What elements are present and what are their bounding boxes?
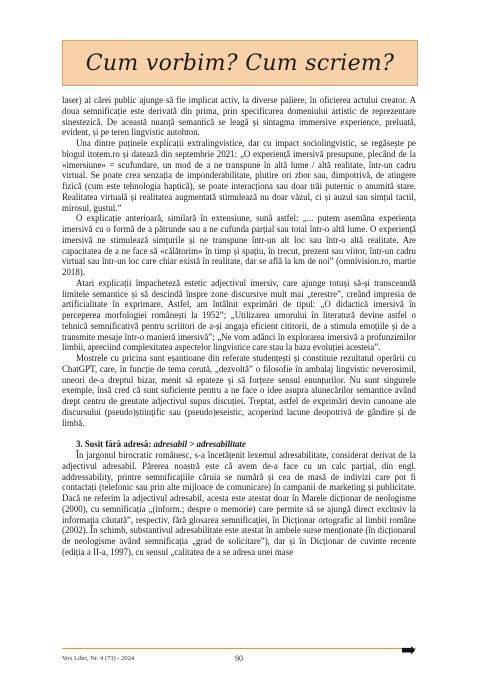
paragraph: Una dintre puținele explicații extralingvistice, dar cu impact sociolingvistic, se regăsește pe blogul itotem.ro și datează din septembrie 2021: „O experiență imersivă presupune, plecând de la «imersiune» = scufundare, un mod de a ne transpune în altă lume / altă realitate, într-un cadru virtual. Se poate crea senzația de imponderabilitate, plutire ori zbor sau, dimpotrivă, de atingere fizică (cum este tehnologia haptică), se poate interacționa sau doar trăi puternic o anumită stare. Realitatea virtuală și realitatea augmentată stimulează nu doar văzul, ci și auzul sau simțul tactil, mirosul, gustul.”: [62, 138, 416, 213]
right-arrow-icon: ➡: [400, 640, 416, 660]
section-heading-prefix: 3. Sosit fără adresă:: [76, 439, 154, 450]
page-footer: [62, 640, 416, 669]
section-heading-terms: adresabil > adresabilitate: [153, 439, 246, 450]
paragraph: În jargonul birocratic românesc, s-a încetățenit lexemul adresabilitate, considerat derivat de la adjectivul adresabil. Părerea noastră este că avem de-a face cu un calc parțial, din engl. addressability, printre semnificațiile căruia se numără și cea de masă de indivizi care pot fi contactați (telefonic sau prin alte mijloace de comunicare) în campanii de marketing și publicitate. Dacă ne referim la adjectivul adresabil, acesta este atestat doar în Marele dicționar de neologisme (2000), cu semnificația „(inform.; despre o memorie) care permite să se ajungă direct exclusiv la informația căutată”, respectiv, fără glosarea semnificației, în Dicționar ortografic al limbii române (2002). În schimb, substantivul adresabilitate este atestat în ambele surse menționate (în dicționarul de neologisme având semnificația „grad de solicitare”), dar și în Dicționar de cuvinte recente (ediția a II-a, 1997), cu sensul „calitatea de a se adresa unei mase: [62, 450, 416, 557]
paragraph: laser) al cărei public ajunge să fie implicat activ, la diverse paliere, în oficierea actului creator. A doua semnificație este derivată din prima, prin specificarea domeniului artistic de reprezentare sinestezică. De această nuanță semantică se leagă și sintagma immersive experience, preluată, evident, și pe teren lingvistic autohton.: [62, 95, 416, 138]
section-heading: [62, 439, 416, 450]
paragraph: Mostrele cu pricina sunt eșantioane din referate studențești și constituie rezultatul operării cu ChatGPT, care, în funcție de tema cerută, „dezvoltă” o filosofie în ambalaj lingvistic neverosimil, uneori de-a dreptul bizar, menit să epateze și să forțeze sensul enunțurilor. Nu sunt singurele exemple, însă cred că sunt suficiente pentru a ne face o idee asupra alunecărilor semantice având drept centru de greutate adjectivul supus discuției. Treptat, astfel de exprimări devin canoane ale discursului (pseudo)științific sau (pseudo)eseistic, acoperind lacune deopotrivă de gândire și de limbă.: [62, 353, 416, 428]
page-number: 90: [235, 654, 243, 663]
journal-info: Vox Libri, Nr. 4 (73) - 2024: [62, 655, 135, 662]
article-body: [62, 95, 416, 558]
header-title: Cum vorbim? Cum scriem?: [85, 50, 395, 76]
header-banner: [62, 40, 418, 86]
paragraph: Atari explicații împacheteză estetic adjectivul imersiv, care ajunge totuși să-și transceandă limitele semantice și să descindă înspre zone discursive mult mai „terestre”, creând impresia de artificialitate în exprimare. Astfel, am întâlnit exprimări de tipul: „O didactică imersivă în perceperea morfologiei românești la 1952”; „Utilizarea umorului în literatură devine astfel o tehnică semnificativă pentru scriitori de a-și angaja eficient cititorii, de a stimula emoțiile și de a transmite mesaje într-o manieră imersivă”; „Ne vom adânci în explorarea imersivă a profunzimilor limbii, apreciind complexitatea aspectelor lingvistice care stau la baza evoluției acesteia”.: [62, 277, 416, 353]
paragraph: O explicație anterioară, similară în extensiune, sună astfel: „... putem asemăna experiența imersivă cu o formă de a pătrunde sau a ne cufunda parțial sau total într-o altă lume. O experiență imersivă ne stimulează simțurile și ne transpune într-un alt loc sau într-o altă realitate. Are capacitatea de a ne face să «călătorim» în timp și spațiu, în trecut, prezent sau viitor, într-un cadru virtual sau într-un loc care chiar există în realitate, dar se află la km de noi” (omnivision.ro, martie 2018).: [62, 213, 416, 277]
